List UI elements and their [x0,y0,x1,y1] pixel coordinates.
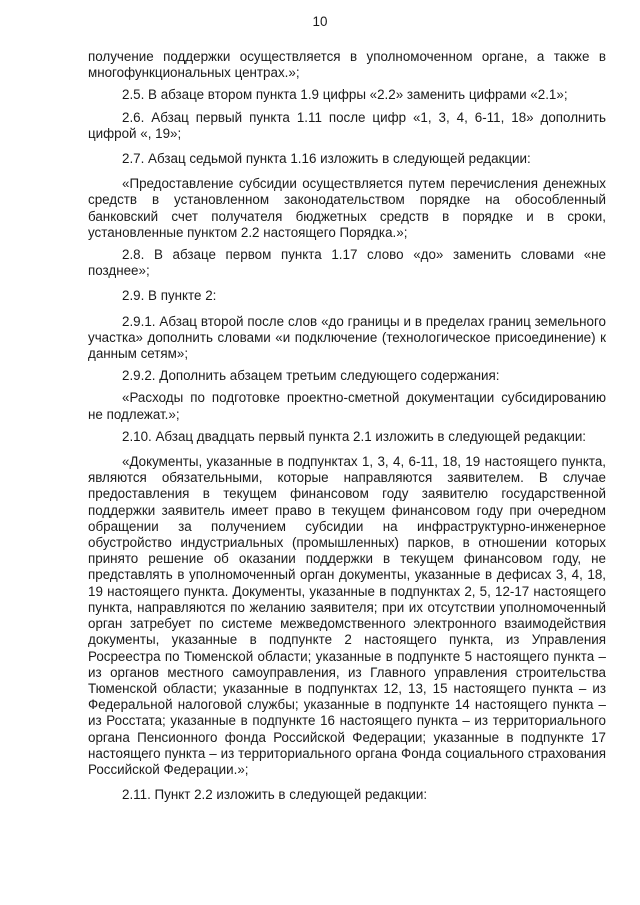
paragraph-quote-1-16: «Предоставление субсидии осуществляется путем перечисления денежных средств в установленном законодательством порядке на обособленный банковский счет получателя бюджетных средств в порядке и в сроки, установленные пунктом 2.2 настоящего Порядка.»; [88,176,606,240]
paragraph-2-10: 2.10. Абзац двадцать первый пункта 2.1 изложить в следующей редакции: [122,428,587,444]
paragraph-2-8: 2.8. В абзаце первом пункта 1.17 слово «до» заменить словами «не позднее»; [88,247,606,279]
paragraph-continuation: получение поддержки осуществляется в уполномоченном органе, а также в многофункциональных центрах.»; [88,49,606,81]
paragraph-2-7: 2.7. Абзац седьмой пункта 1.16 изложить в следующей редакции: [122,151,531,167]
paragraph-2-5: 2.5. В абзаце втором пункта 1.9 цифры «2.2» заменить цифрами «2.1»; [122,87,568,103]
paragraph-quote-documents: «Документы, указанные в подпунктах 1, 3, 4, 6-11, 18, 19 настоящего пункта, являются обязательными, которые направляются заявителем. В случае предоставления в текущем финансовом году заявителю государственной поддержки заявитель имеет право в текущем финансовом году при очередном обращении за получением субсидии на инфраструктурно-инженерное обустройство индустриальных (промышленных) парков, в отношении которых принято решение об оказании поддержки в текущем финансовом году, не представлять в уполномоченный орган документы, указанные в дефисах 3, 4, 18, 19 настоящего пункта. Документы, указанные в подпунктах 2, 5, 12-17 настоящего пункта, направляются по желанию заявителя; при их отсутствии уполномоченный орган затребует по системе межведомственного электронного взаимодействия документы, указанные в подпункте 2 настоящего пункта, из Управления Росреестра по Тюменской области; указанные в подпункте 5 настоящего пункта – из органов местного самоуправления, из Главного управления строительства Тюменской области; указанные в подпунктах 12, 13, 15 настоящего пункта – из Федеральной налоговой службы; указанные в подпункте 14 настоящего пункта – из Росстата; указанные в подпункте 16 настоящего пункта – из территориального органа Пенсионного фонда Российской Федерации; указанные в подпункте 17 настоящего пункта – из территориального органа Фонда социального страхования Российской Федерации.»; [88,454,606,777]
paragraph-2-11: 2.11. Пункт 2.2 изложить в следующей редакции: [122,787,428,803]
page-number: 10 [312,14,328,29]
paragraph-2-9-1: 2.9.1. Абзац второй после слов «до границы и в пределах границ земельного участка» дополнить словами «и подключение (технологическое присоединение) к данным сетям»; [88,313,606,362]
paragraph-2-9: 2.9. В пункте 2: [122,288,217,304]
paragraph-2-6: 2.6. Абзац первый пункта 1.11 после цифр «1, 3, 4, 6-11, 18» дополнить цифрой «, 19»; [88,109,606,141]
paragraph-2-9-2: 2.9.2. Дополнить абзацем третьим следующего содержания: [122,368,500,384]
paragraph-quote-expenses: «Расходы по подготовке проектно-сметной документации субсидированию не подлежат.»; [88,390,606,422]
document-body [88,49,606,803]
